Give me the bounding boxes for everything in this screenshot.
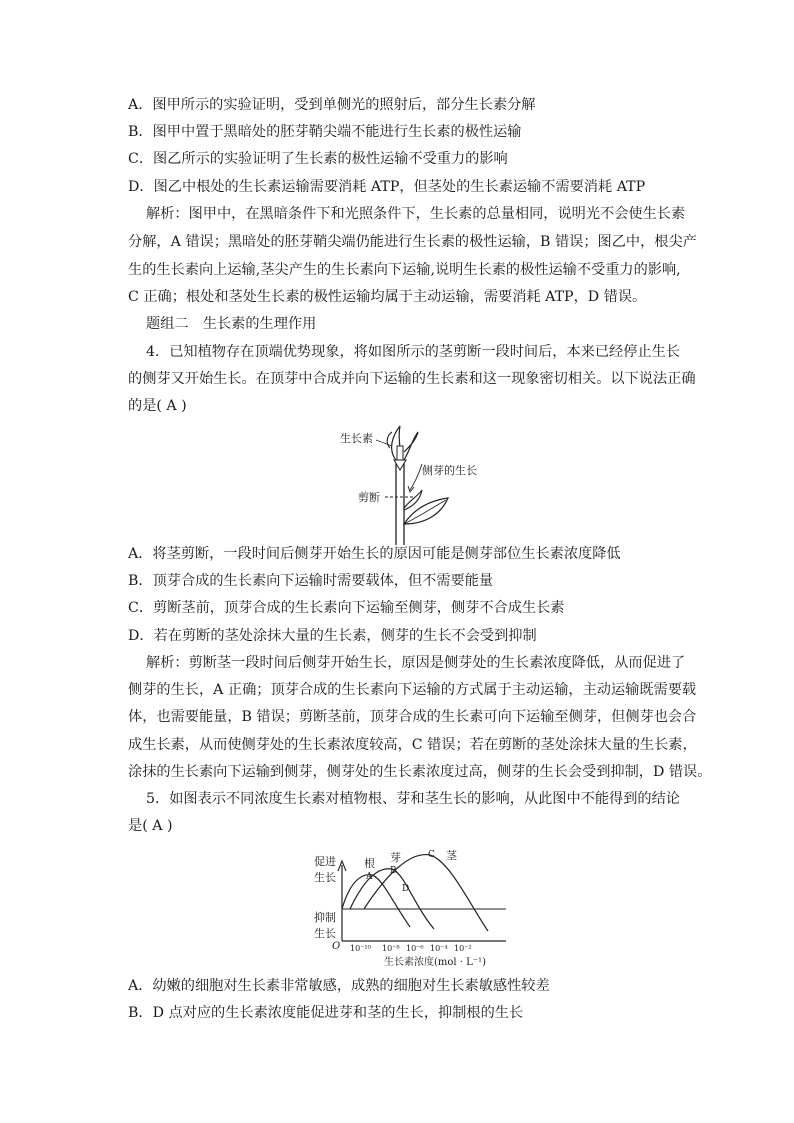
origin-label: O [332, 941, 341, 952]
point-c-label: C [428, 850, 435, 860]
curve-root-label: 根 [364, 857, 375, 870]
q5-option-a: A．幼嫩的细胞对生长素非常敏感，成熟的细胞对生长素敏感性较差 [128, 978, 550, 994]
q4-option-c: C．剪断茎前，顶芽合成的生长素向下运输至侧芽，侧芽不合成生长素 [128, 600, 565, 616]
q3-analysis-line: 解析：图甲中，在黑暗条件下和光照条件下，生长素的总量相同，说明光不会使生长素 [146, 206, 686, 222]
x-tick-label: 10⁻² [454, 944, 472, 953]
x-axis-label: 生长素浓度(mol · L⁻¹) [384, 957, 486, 967]
q3-option-a: A．图甲所示的实验证明，受到单侧光的照射后，部分生长素分解 [128, 97, 536, 113]
q4-option-b: B．顶芽合成的生长素向下运输时需要载体，但不需要能量 [128, 573, 494, 589]
q5-stem-line: 5．如图表示不同浓度生长素对植物根、芽和茎生长的影响，从此图中不能得到的结论 [146, 791, 680, 807]
q4-plant-figure [330, 420, 490, 545]
group-title: 题组二 生长素的生理作用 [146, 316, 317, 332]
q3-option-b: B．图甲中置于黑暗处的胚芽鞘尖端不能进行生长素的极性运输 [128, 124, 522, 140]
x-tick-label: 10⁻¹⁰ [350, 944, 371, 953]
q4-option-a: A．将茎剪断，一段时间后侧芽开始生长的原因可能是侧芽部位生长素浓度降低 [128, 546, 621, 562]
y-inhibit-label: 抑制 [314, 911, 336, 924]
q3-option-c: C．图乙所示的实验证明了生长素的极性运输不受重力的影响 [128, 151, 508, 167]
auxin-label: 生长素 [340, 432, 373, 445]
q4-option-d: D．若在剪断的茎处涂抹大量的生长素，侧芽的生长不会受到抑制 [128, 628, 537, 644]
curve-stem-label: 茎 [446, 849, 457, 862]
x-tick-label: 10⁻⁴ [430, 944, 448, 953]
x-tick-label: 10⁻⁶ [406, 944, 424, 953]
point-d-label: D [402, 884, 410, 894]
q5-option-b: B．D 点对应的生长素浓度能促进芽和茎的生长，抑制根的生长 [128, 1005, 524, 1021]
y-promote-label: 促进 [314, 855, 336, 868]
q4-analysis-line: 体，也需要能量，B 错误；剪断茎前，顶芽合成的生长素可向下运输至侧芽，但侧芽也会合 [128, 709, 697, 725]
curve-bud-label: 芽 [390, 851, 401, 864]
y-inhibit-label: 生长 [314, 927, 336, 940]
lateral-bud-label: 侧芽的生长 [422, 464, 477, 477]
x-tick-label: 10⁻⁸ [382, 944, 400, 953]
q4-stem-line: 的是( A ) [128, 398, 187, 414]
q5-auxin-figure [310, 845, 520, 967]
q3-analysis-line: 生的生长素向上运输,茎尖产生的生长素向下运输,说明生长素的极性运输不受重力的影响, [128, 262, 681, 278]
q4-analysis-line: 涂抹的生长素向下运输到侧芽，侧芽处的生长素浓度过高，侧芽的生长会受到抑制，D 错误。 [128, 764, 712, 780]
q3-analysis-line: 分解，A 错误；黑暗处的胚芽鞘尖端仍能进行生长素的极性运输，B 错误；图乙中，根尖产 [128, 234, 697, 250]
point-a-label: A [366, 872, 373, 882]
q4-analysis-line: 解析：剪断茎一段时间后侧芽开始生长，原因是侧芽处的生长素浓度降低，从而促进了 [146, 655, 686, 671]
y-promote-label: 生长 [314, 871, 336, 884]
q4-analysis-line: 侧芽的生长，A 正确；顶芽合成的生长素向下运输的方式属于主动运输，主动运输既需要载 [128, 682, 697, 698]
cut-label: 剪断 [358, 491, 380, 504]
q5-stem-line: 是( A ) [128, 818, 173, 834]
q4-stem-line: 的侧芽又开始生长。在顶芽中合成并向下运输的生长素和这一现象密切相关。以下说法正确 [128, 371, 696, 387]
q4-analysis-line: 成生长素，从而使侧芽处的生长素浓度较高，C 错误；若在剪断的茎处涂抹大量的生长素， [128, 737, 697, 753]
q4-stem-line: 4．已知植物存在顶端优势现象，将如图所示的茎剪断一段时间后，本来已经停止生长 [146, 344, 680, 360]
q3-option-d: D．图乙中根处的生长素运输需要消耗 ATP，但茎处的生长素运输不需要消耗 ATP [128, 179, 646, 195]
point-b-label: B [390, 866, 397, 876]
q3-analysis-line: C 正确；根处和茎处生长素的极性运输均属于主动运输，需要消耗 ATP，D 错误。 [128, 289, 647, 305]
